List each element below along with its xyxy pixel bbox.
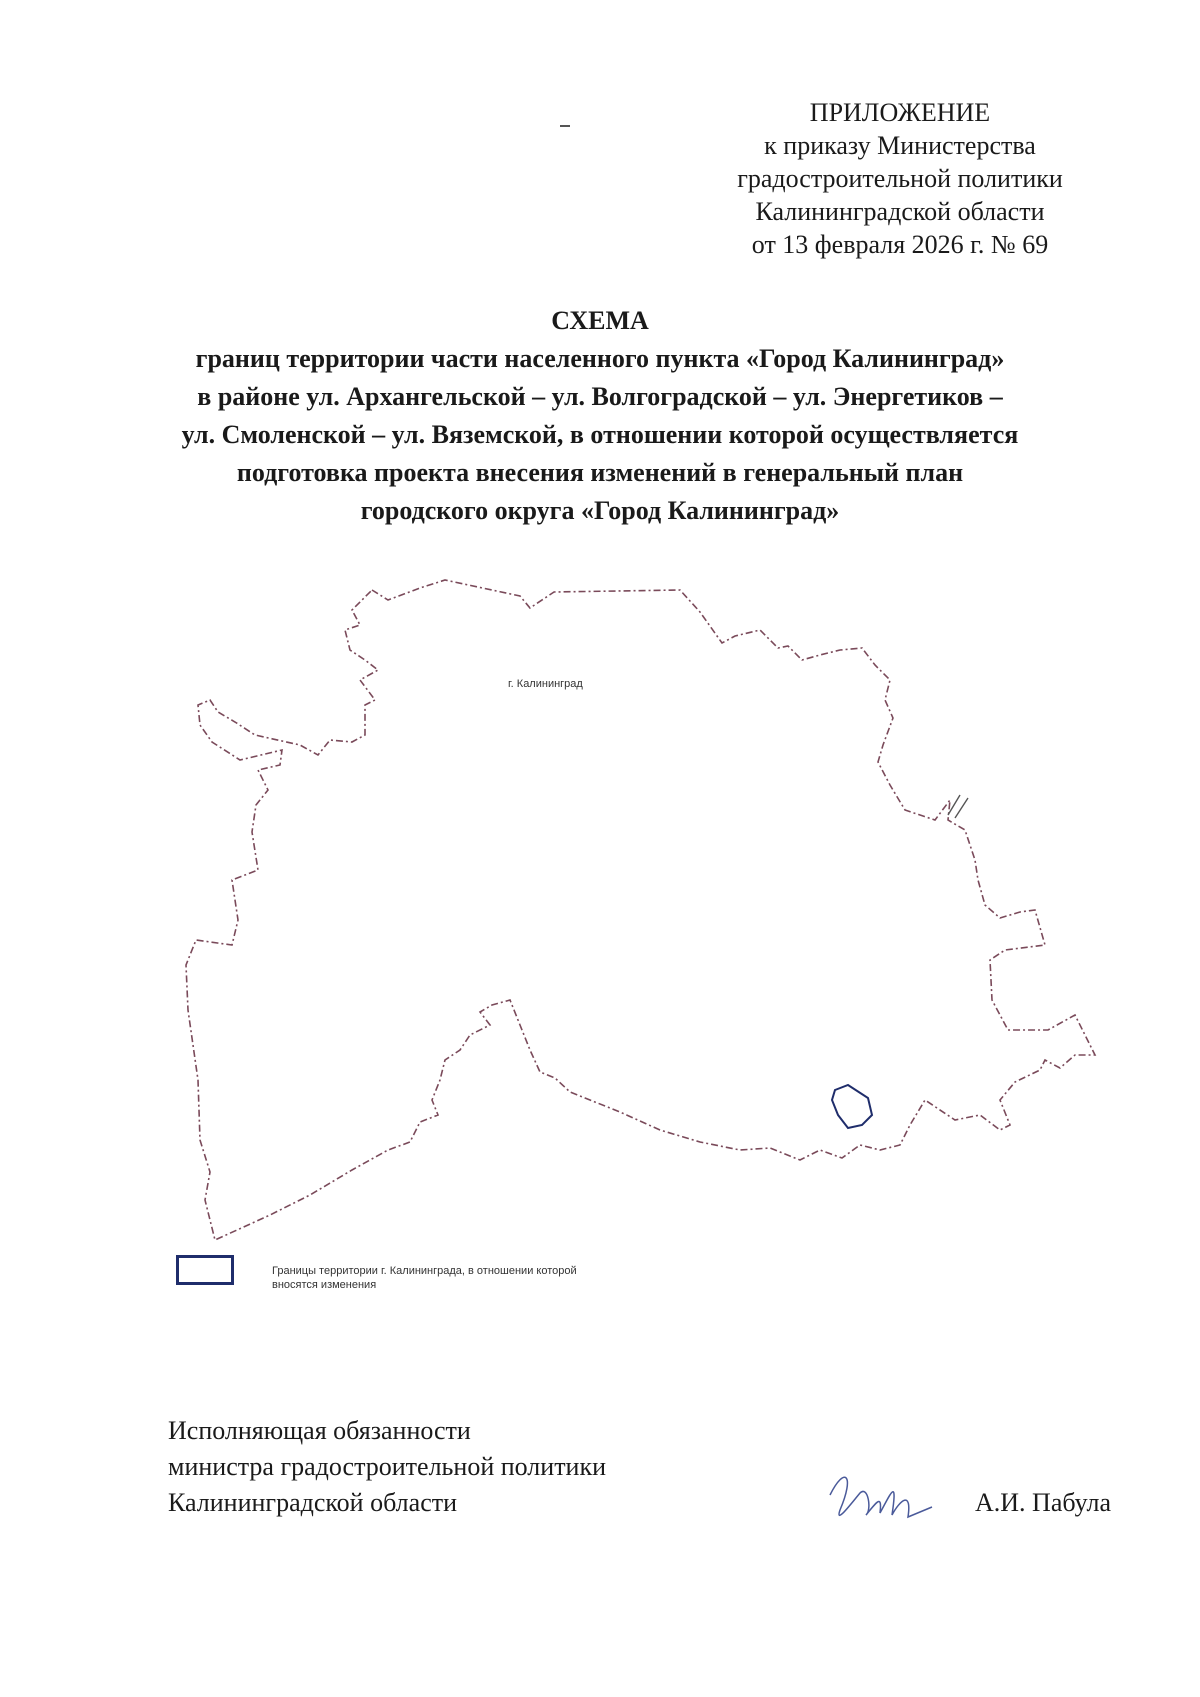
appendix-header: [720, 96, 1080, 261]
signer-line-1: Исполняющая обязанности: [168, 1416, 471, 1445]
city-label: г. Калининград: [508, 678, 583, 690]
appendix-order-ref: к приказу Министерства: [764, 131, 1036, 160]
appendix-region: Калининградской области: [755, 197, 1045, 226]
handwritten-signature: [820, 1455, 940, 1535]
signer-line-2: министра градостроительной политики: [168, 1452, 607, 1481]
small-road-marker: [948, 795, 968, 818]
legend-swatch: [176, 1255, 234, 1285]
scan-speck: [560, 125, 570, 127]
title-line-2: в районе ул. Архангельской – ул. Волгоградской – ул. Энергетиков –: [197, 382, 1003, 411]
signer-name: А.И. Пабула: [975, 1488, 1111, 1517]
target-area-outline: [832, 1085, 872, 1128]
signature-stroke: [830, 1477, 932, 1517]
appendix-title: ПРИЛОЖЕНИЕ: [809, 98, 991, 127]
boundary-map: [170, 575, 1130, 1295]
title-line-1: границ территории части населенного пункта «Город Калининград»: [195, 344, 1005, 373]
document-title: [100, 302, 1100, 530]
signer-line-3: Калининградской области: [168, 1488, 458, 1517]
title-line-5: городского округа «Город Калининград»: [360, 496, 840, 525]
signer-position: [168, 1413, 606, 1521]
title-line-4: подготовка проекта внесения изменений в генеральный план: [236, 458, 964, 487]
legend-text: Границы территории г. Калининграда, в отношении которой вносятся изменения: [272, 1265, 577, 1291]
title-line-3: ул. Смоленской – ул. Вяземской, в отношении которой осуществляется: [181, 420, 1019, 449]
appendix-ministry: градостроительной политики: [737, 164, 1063, 193]
appendix-date-number: от 13 февраля 2026 г. № 69: [751, 230, 1049, 259]
title-heading: СХЕМА: [551, 306, 649, 335]
city-boundary-line: [186, 580, 1095, 1240]
